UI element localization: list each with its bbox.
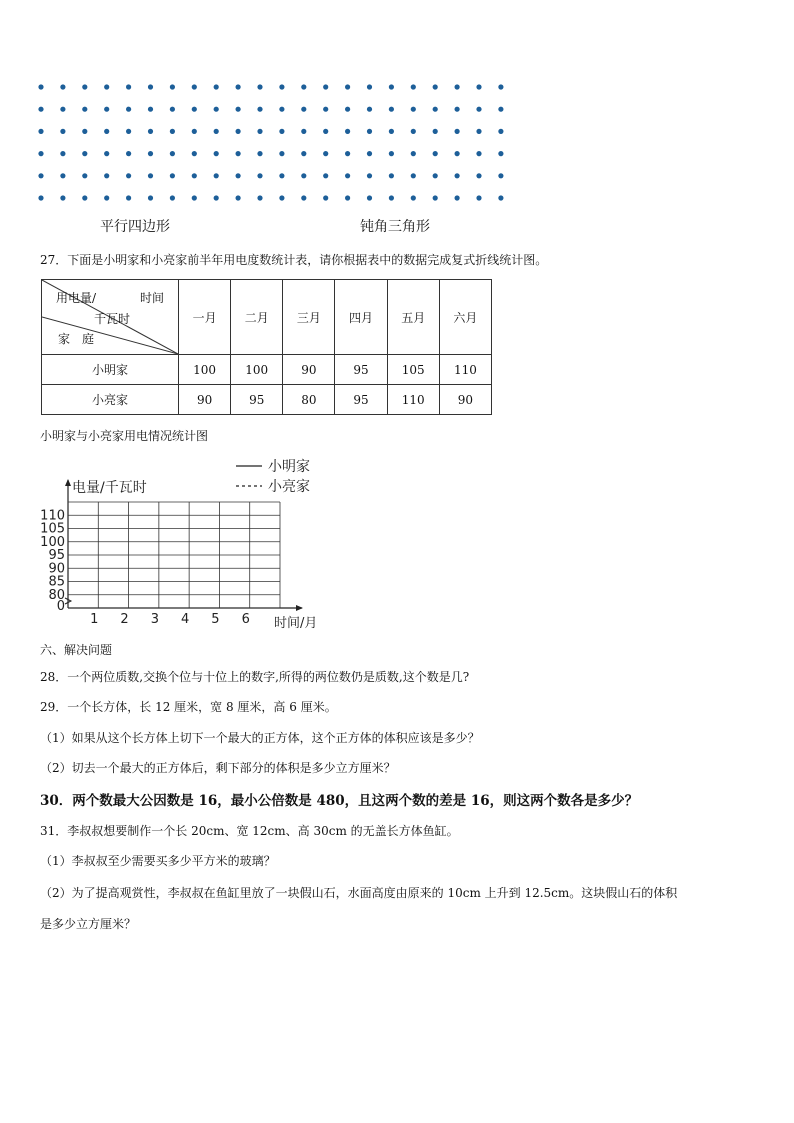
grid-dot <box>192 107 197 112</box>
grid-dot <box>498 151 503 156</box>
grid-dot <box>38 195 43 200</box>
grid-dot <box>192 195 197 200</box>
grid-dot <box>455 151 460 156</box>
grid-dot <box>214 107 219 112</box>
grid-dot <box>60 129 65 134</box>
grid-dot <box>148 129 153 134</box>
grid-dot <box>498 84 503 89</box>
grid-dot <box>301 129 306 134</box>
grid-dot <box>192 84 197 89</box>
grid-dot <box>498 173 503 178</box>
grid-dot <box>345 129 350 134</box>
y-tick-label: 110 <box>40 508 65 524</box>
grid-dot <box>323 129 328 134</box>
table-cell: 95 <box>231 385 283 415</box>
grid-dot <box>126 173 131 178</box>
table-row <box>42 355 492 385</box>
grid-dot <box>367 195 372 200</box>
chart-title: 小明家与小亮家用电情况统计图 <box>40 429 209 443</box>
grid-dot <box>257 195 262 200</box>
grid-dot <box>455 107 460 112</box>
grid-dot <box>279 151 284 156</box>
obtuse-triangle-label: 钝角三角形 <box>360 219 430 235</box>
grid-dot <box>433 129 438 134</box>
grid-dot <box>126 107 131 112</box>
grid-dot <box>236 173 241 178</box>
y-tick-label: 80 <box>48 587 65 603</box>
grid-dot <box>170 151 175 156</box>
grid-dot <box>411 195 416 200</box>
grid-dot <box>498 129 503 134</box>
grid-dot <box>170 173 175 178</box>
grid-dot <box>236 107 241 112</box>
month-header: 三月 <box>283 280 335 355</box>
grid-dot <box>104 84 109 89</box>
grid-dot <box>498 195 503 200</box>
grid-dot <box>236 151 241 156</box>
grid-dot <box>82 151 87 156</box>
table-row <box>42 385 492 415</box>
month-header: 六月 <box>439 280 491 355</box>
grid-dot <box>38 84 43 89</box>
grid-dot <box>279 107 284 112</box>
grid-dot <box>148 84 153 89</box>
corner-family-label: 家 庭 <box>58 332 95 346</box>
dot-grid <box>30 78 520 206</box>
corner-usage-label: 用电量/ <box>56 291 97 305</box>
question-30: 30．两个数最大公因数是 16，最小公倍数是 480，且这两个数的差是 16，则这两个数各是多少？ <box>40 793 639 809</box>
x-tick-label: 4 <box>181 612 190 627</box>
table-cell: 100 <box>231 355 283 385</box>
grid-dot <box>411 107 416 112</box>
month-header: 二月 <box>231 280 283 355</box>
grid-dot <box>411 84 416 89</box>
legend-label: 小亮家 <box>268 479 310 495</box>
question-31: 31．李叔叔想要制作一个长 20cm、宽 12cm、高 30cm 的无盖长方体鱼缸。 <box>40 824 459 838</box>
grid-dot <box>192 173 197 178</box>
grid-dot <box>236 84 241 89</box>
table-cell: 95 <box>335 355 387 385</box>
table-cell: 100 <box>179 355 231 385</box>
y-tick-label: 105 <box>40 521 65 537</box>
grid-dot <box>38 129 43 134</box>
y-axis-arrow <box>65 479 71 486</box>
grid-dot <box>148 107 153 112</box>
grid-dot <box>433 195 438 200</box>
grid-dot <box>389 151 394 156</box>
grid-dot <box>104 173 109 178</box>
grid-dot <box>82 195 87 200</box>
grid-dot <box>279 173 284 178</box>
grid-dot <box>192 151 197 156</box>
parallelogram-label: 平行四边形 <box>100 219 170 235</box>
grid-dot <box>148 151 153 156</box>
month-header: 四月 <box>335 280 387 355</box>
table-corner-cell <box>42 280 179 355</box>
grid-dot <box>323 195 328 200</box>
grid-dot <box>389 195 394 200</box>
grid-dot <box>236 195 241 200</box>
grid-dot <box>60 195 65 200</box>
x-axis-label: 时间/月 <box>274 616 318 631</box>
table-cell: 80 <box>283 385 335 415</box>
corner-unit-label: 千瓦时 <box>94 312 131 326</box>
grid-dot <box>455 195 460 200</box>
grid-dot <box>104 129 109 134</box>
y-tick-label: 100 <box>40 534 65 550</box>
table-cell: 95 <box>335 385 387 415</box>
grid-dot <box>60 151 65 156</box>
grid-dot <box>126 151 131 156</box>
family-name: 小明家 <box>42 355 179 385</box>
grid-dot <box>455 84 460 89</box>
grid-dot <box>38 173 43 178</box>
grid-dot <box>411 173 416 178</box>
question-31-part-2: （2）为了提高观赏性，李叔叔在鱼缸里放了一块假山石，水面高度由原来的 10cm 上升到 12.5cm。这块假山石的体积 <box>40 886 678 900</box>
y-tick-label: 95 <box>48 548 65 563</box>
grid-dot <box>126 129 131 134</box>
grid-dot <box>345 107 350 112</box>
grid-dot <box>476 107 481 112</box>
question-28: 28．一个两位质数,交换个位与十位上的数字,所得的两位数仍是质数,这个数是几? <box>40 670 470 684</box>
grid-dot <box>257 151 262 156</box>
grid-dot <box>257 129 262 134</box>
month-header: 五月 <box>387 280 439 355</box>
table-cell: 90 <box>179 385 231 415</box>
grid-dot <box>389 129 394 134</box>
x-tick-label: 6 <box>241 612 250 627</box>
grid-dot <box>279 195 284 200</box>
grid-dot <box>170 84 175 89</box>
section-6-title: 六、解决问题 <box>40 643 113 657</box>
grid-dot <box>498 107 503 112</box>
grid-dot <box>345 173 350 178</box>
grid-dot <box>214 195 219 200</box>
grid-dot <box>214 151 219 156</box>
grid-dot <box>214 129 219 134</box>
question-31-part-2-cont: 是多少立方厘米？ <box>40 917 137 931</box>
grid-dot <box>411 151 416 156</box>
grid-dot <box>433 107 438 112</box>
grid-dot <box>367 151 372 156</box>
grid-dot <box>476 151 481 156</box>
legend-label: 小明家 <box>268 459 310 475</box>
grid-dot <box>170 195 175 200</box>
grid-dot <box>433 173 438 178</box>
grid-dot <box>301 107 306 112</box>
x-axis-arrow <box>296 605 303 611</box>
grid-dot <box>236 129 241 134</box>
y-tick-label: 0 <box>56 599 65 614</box>
grid-dot <box>389 173 394 178</box>
grid-dot <box>367 129 372 134</box>
x-tick-label: 1 <box>90 612 99 627</box>
y-tick-label: 90 <box>48 561 65 577</box>
grid-dot <box>323 107 328 112</box>
grid-dot <box>433 84 438 89</box>
grid-dot <box>38 151 43 156</box>
grid-dot <box>104 107 109 112</box>
grid-dot <box>476 195 481 200</box>
question-29: 29．一个长方体，长 12 厘米，宽 8 厘米，高 6 厘米。 <box>40 700 337 714</box>
grid-dot <box>411 129 416 134</box>
grid-dot <box>345 151 350 156</box>
x-tick-label: 5 <box>211 612 220 627</box>
grid-dot <box>170 107 175 112</box>
grid-dot <box>82 129 87 134</box>
table-cell: 90 <box>283 355 335 385</box>
grid-dot <box>367 173 372 178</box>
table-header-row <box>42 280 492 355</box>
grid-dot <box>367 84 372 89</box>
grid-dot <box>389 107 394 112</box>
grid-dot <box>214 173 219 178</box>
grid-dot <box>367 107 372 112</box>
grid-dot <box>257 84 262 89</box>
grid-dot <box>279 129 284 134</box>
electricity-table <box>41 279 492 415</box>
x-tick-label: 3 <box>150 612 159 627</box>
grid-dot <box>214 84 219 89</box>
grid-dot <box>126 195 131 200</box>
question-27: 27．下面是小明家和小亮家前半年用电度数统计表，请你根据表中的数据完成复式折线统计图。 <box>40 253 548 267</box>
grid-dot <box>279 84 284 89</box>
grid-dot <box>476 129 481 134</box>
grid-dot <box>257 173 262 178</box>
grid-dot <box>455 129 460 134</box>
grid-dot <box>301 151 306 156</box>
table-cell: 110 <box>387 385 439 415</box>
family-name: 小亮家 <box>42 385 179 415</box>
grid-dot <box>60 84 65 89</box>
grid-dot <box>323 151 328 156</box>
grid-dot <box>82 84 87 89</box>
grid-dot <box>433 151 438 156</box>
grid-dot <box>148 173 153 178</box>
grid-dot <box>389 84 394 89</box>
grid-dot <box>301 195 306 200</box>
table-cell: 110 <box>439 355 491 385</box>
grid-dot <box>301 84 306 89</box>
month-header: 一月 <box>179 280 231 355</box>
grid-dot <box>345 84 350 89</box>
grid-dot <box>476 84 481 89</box>
grid-dot <box>192 129 197 134</box>
grid-dot <box>148 195 153 200</box>
grid-dot <box>38 107 43 112</box>
grid-dot <box>60 107 65 112</box>
grid-dot <box>323 84 328 89</box>
table-cell: 90 <box>439 385 491 415</box>
grid-dot <box>323 173 328 178</box>
grid-dot <box>345 195 350 200</box>
question-29-part-2: （2）切去一个最大的正方体后，剩下部分的体积是多少立方厘米？ <box>40 761 396 775</box>
table-cell: 105 <box>387 355 439 385</box>
corner-time-label: 时间 <box>140 291 165 305</box>
grid-dot <box>455 173 460 178</box>
grid-dot <box>126 84 131 89</box>
y-tick-label: 85 <box>48 574 65 590</box>
grid-dot <box>301 173 306 178</box>
question-31-part-1: （1）李叔叔至少需要买多少平方米的玻璃？ <box>40 854 276 868</box>
grid-dot <box>476 173 481 178</box>
x-tick-label: 2 <box>120 612 129 627</box>
grid-dot <box>104 195 109 200</box>
line-chart <box>40 455 340 635</box>
grid-dot <box>170 129 175 134</box>
grid-dot <box>257 107 262 112</box>
grid-dot <box>82 107 87 112</box>
grid-dot <box>104 151 109 156</box>
question-29-part-1: （1）如果从这个长方体上切下一个最大的正方体，这个正方体的体积应该是多少？ <box>40 731 480 745</box>
grid-dot <box>60 173 65 178</box>
y-axis-label: 电量/千瓦时 <box>72 480 147 496</box>
grid-dot <box>82 173 87 178</box>
